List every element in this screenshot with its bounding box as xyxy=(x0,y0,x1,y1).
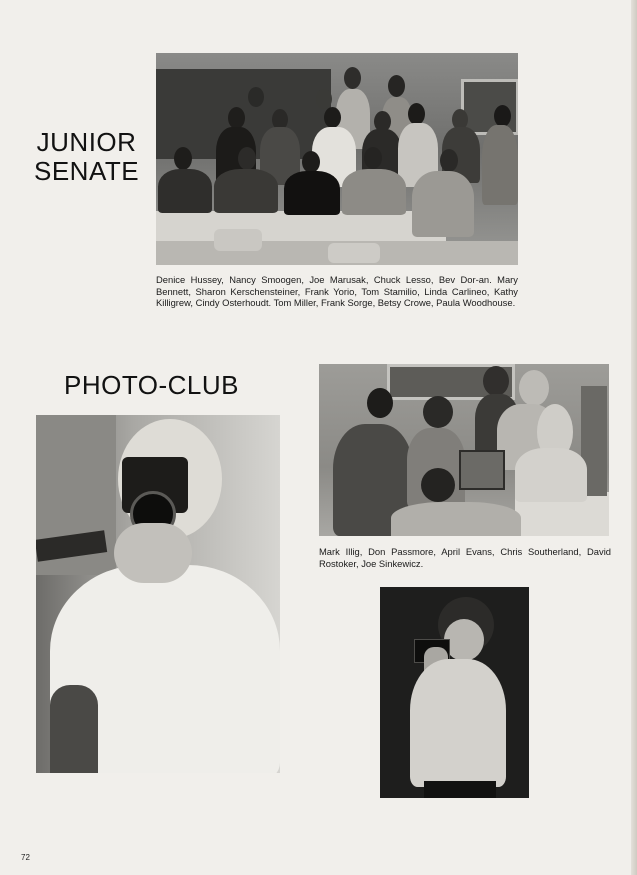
student-head xyxy=(483,366,509,396)
student-head xyxy=(228,107,245,129)
student-head xyxy=(388,75,405,97)
junior-senate-heading-line2: SENATE xyxy=(34,156,140,187)
student-head xyxy=(367,388,393,418)
student-head xyxy=(344,67,361,89)
page-number: 72 xyxy=(21,853,30,862)
student-head xyxy=(421,468,455,502)
student-head xyxy=(494,105,511,127)
student-face xyxy=(444,619,484,661)
photo-club-heading: PHOTO-CLUB xyxy=(64,370,239,400)
student-pants xyxy=(424,781,496,798)
student-with-camera-photo xyxy=(380,587,529,798)
chair xyxy=(328,243,380,263)
camera-icon xyxy=(459,450,505,490)
junior-senate-heading xyxy=(34,128,139,186)
junior-senate-group-photo xyxy=(156,53,518,265)
student-head xyxy=(174,147,192,170)
chair xyxy=(214,229,262,251)
student-body xyxy=(214,169,278,213)
photo-club-group-photo xyxy=(319,364,609,536)
student-head xyxy=(316,89,332,109)
student-head xyxy=(248,87,264,107)
photo-club-caption: Mark Illig, Don Passmore, April Evans, Chris Southerland, David Rostoker, Joe Sinkewicz. xyxy=(319,546,611,569)
student-body xyxy=(158,169,212,213)
junior-senate-heading-line1: JUNIOR xyxy=(36,127,137,157)
student-body xyxy=(342,169,406,215)
student-body xyxy=(482,125,518,205)
student-body xyxy=(284,171,340,215)
junior-senate-caption: Denice Hussey, Nancy Smoogen, Joe Marusak, Chuck Lesso, Bev Dor-an. Mary Bennett, Sharon Kerschensteiner, Frank Yorio, Tom Stamilio, Linda Carlineo, Kathy Killigrew, Cindy Osterhoudt. Tom Miller, Frank Sorge, Betsy Crowe, Paula Woodhouse. xyxy=(156,274,518,309)
student-head xyxy=(408,103,425,125)
page-edge-shadow xyxy=(631,0,637,875)
hand xyxy=(114,523,192,583)
photographer-portrait-photo xyxy=(36,415,280,773)
student-head xyxy=(302,151,320,173)
student-body xyxy=(391,502,521,536)
student-head xyxy=(364,147,382,169)
table xyxy=(156,211,446,241)
student-shirt xyxy=(410,659,506,787)
student-head xyxy=(423,396,453,428)
student-body xyxy=(412,171,474,237)
student-body xyxy=(515,448,587,502)
student-head xyxy=(440,149,458,172)
student-head xyxy=(519,370,549,406)
wall-picture xyxy=(461,79,518,135)
chair-back xyxy=(50,685,98,773)
student-head xyxy=(238,147,256,170)
student-head xyxy=(324,107,341,128)
